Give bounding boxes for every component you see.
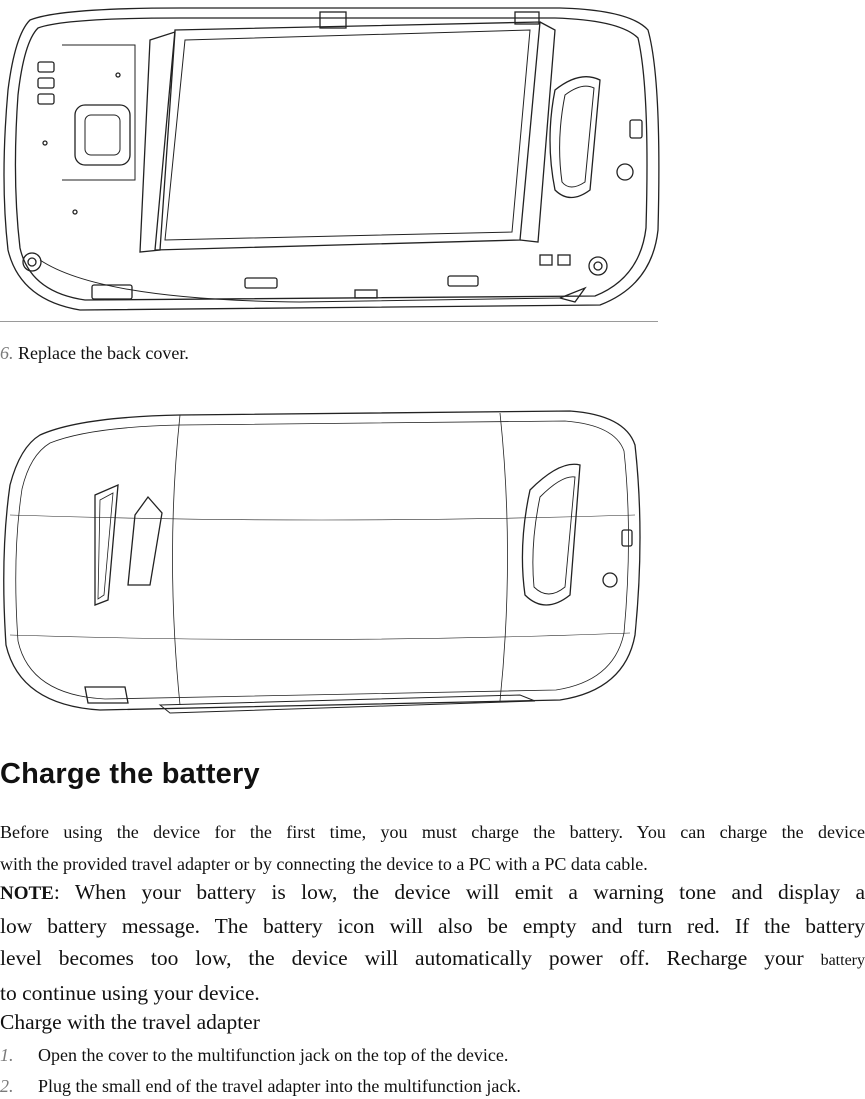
note-label: NOTE <box>0 883 54 904</box>
step-6 <box>0 343 189 364</box>
note-line-2: low battery message. The battery icon will also be empty and turn red. If the battery <box>0 914 865 938</box>
note-line-4: to continue using your device. <box>0 981 260 1005</box>
step-number: 6. <box>0 343 14 363</box>
intro-line-1: Before using the device for the first time, you must charge the battery. You can charge the device <box>0 822 865 842</box>
intro-line-2: with the provided travel adapter or by connecting the device to a PC with a PC data cable. <box>0 854 648 874</box>
intro-paragraph <box>0 816 865 880</box>
note-line-1-text: : When your battery is low, the device will emit a warning tone and display a <box>53 880 865 904</box>
note-line-3-small: battery <box>820 952 865 969</box>
figure-divider <box>0 321 658 322</box>
back-cover-figure <box>0 405 645 720</box>
list-item-text: Open the cover to the multifunction jack on the top of the device. <box>38 1045 509 1065</box>
list-item-text: Plug the small end of the travel adapter into the multifunction jack. <box>38 1076 521 1096</box>
battery-inserted-figure <box>0 0 660 325</box>
note-line-1 <box>0 876 865 910</box>
note-paragraph <box>0 876 865 1009</box>
list-item-number: 1. <box>0 1045 14 1065</box>
section-title: Charge the battery <box>0 758 260 790</box>
note-line-3-text: level becomes too low, the device will automatically power off. Recharge your <box>0 946 821 970</box>
step-text: Replace the back cover. <box>18 343 189 363</box>
list-item-number: 2. <box>0 1076 14 1096</box>
note-line-3 <box>0 942 865 977</box>
charge-heading: Charge with the travel adapter <box>0 1010 260 1034</box>
